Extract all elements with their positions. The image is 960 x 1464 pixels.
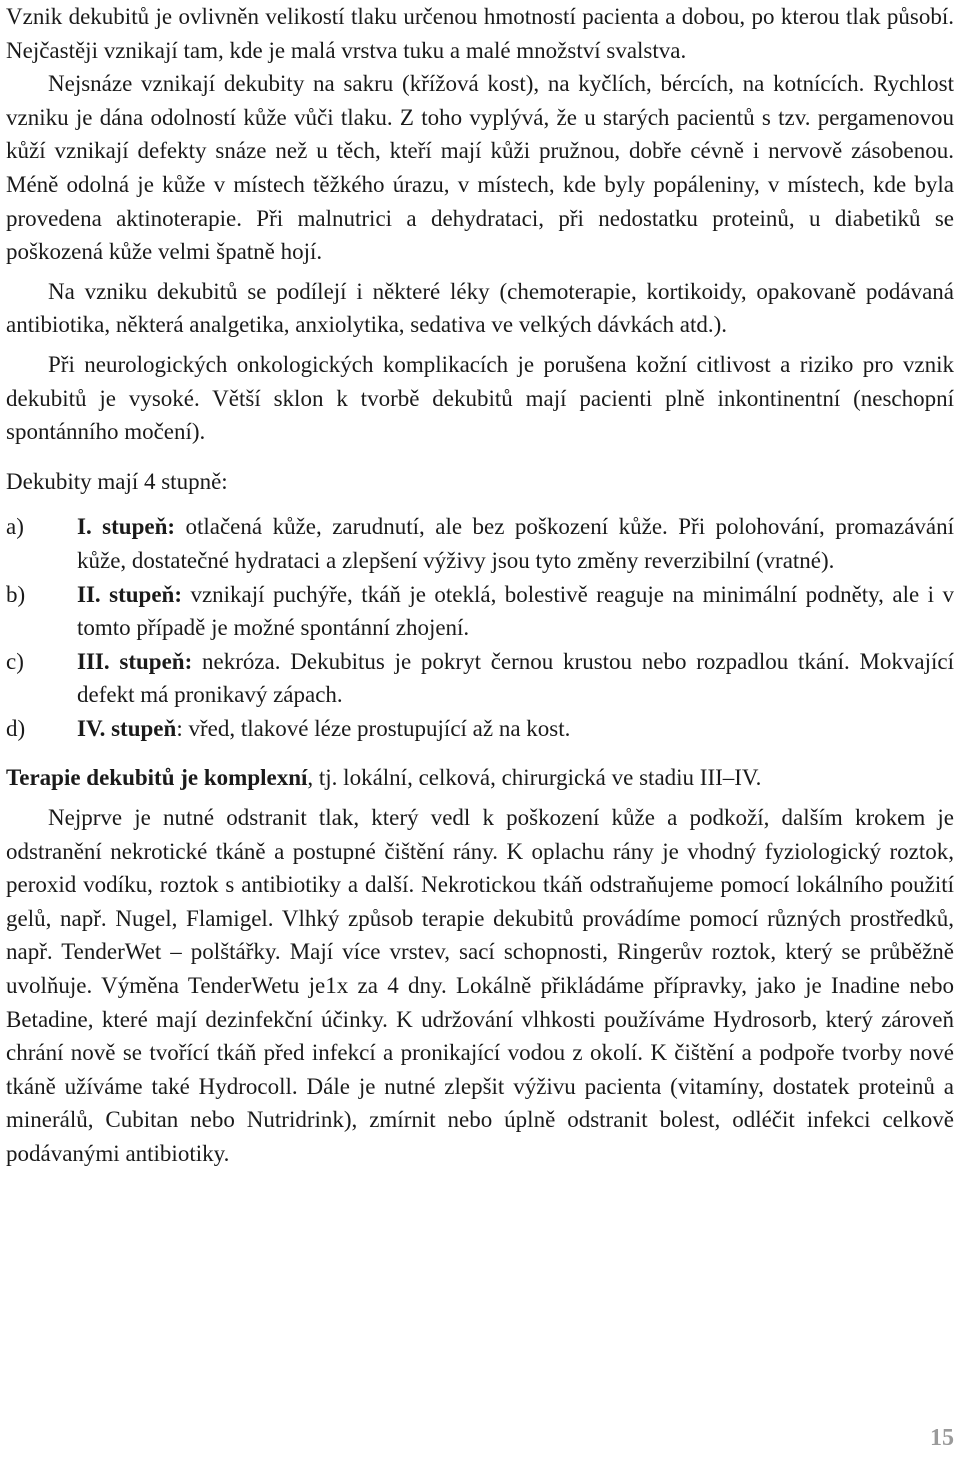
stage-marker: a)	[6, 514, 24, 540]
therapy-title-bold: Terapie dekubitů je komplexní	[6, 765, 308, 791]
stage-item	[6, 510, 954, 577]
stage-label: stupeň:	[109, 581, 182, 607]
page-number: 15	[930, 1425, 954, 1452]
paragraph-therapy: Nejprve je nutné odstranit tlak, který vedl k poškození kůže a podkoží, dalším krokem je odstranění nekrotické tkáně a postupné čištění rány. K oplachu rány je vhodný fyziologický roztok, peroxid vodíku, roztok s antibiotiky a další. Nekrotickou tkáň odstraňujeme pomocí lokálního použití gelů, např. Nugel, Flamigel. Vlhký způsob terapie dekubitů provádíme pomocí různých prostředků, např. TenderWet – polštářky. Mají více vrstev, sací schopnosti, Ringerův roztok, který se průběžně uvolňuje. Výměna TenderWetu je1x za 4 dny. Lokálně přikládáme přípravky, jako je Inadine nebo Betadine, které mají dezinfekční účinky. K udržování vlhkosti používáme Hydrosorb, který zároveň chrání nově se tvořící tkáň před infekcí a pronikající vodou z okolí. K čištění a podpoře tvorby nové tkáně užíváme také Hydrocoll. Dále je nutné zlepšit výživu pacienta (vitamíny, dostatek proteinů a minerálů, Cubitan nebo Nutridrink), zmírnit nebo úplně odstranit bolest, odléčit infekci celkově podávanými antibiotiky.	[6, 805, 954, 1166]
paragraph-locations: Nejsnáze vznikají dekubity na sakru (křížová kost), na kyčlích, bércích, na kotnících. Rychlost vzniku je dána odolností kůže vůči tlaku. Z toho vyplývá, že u starých pacientů s tzv. pergamenovou kůží vznikají defekty snáze než u těch, kteří mají kůži pružnou, dobře cévně i nervově zásobenou. Méně odolná je kůže v místech těžkého úrazu, v místech, kde byly popáleniny, v místech, kde byla provedena aktinoterapie. Při malnutrici a dehydrataci, při nedostatku proteinů, u diabetiků se poškozená kůže velmi špatně hojí.	[6, 71, 954, 265]
stage-item	[6, 712, 954, 746]
stage-item	[6, 578, 954, 645]
stage-text: nekróza. Dekubitus je pokryt černou krustou nebo rozpadlou tkání. Mokvající defekt má pronikavý zápach.	[77, 648, 955, 708]
stage-label: stupeň	[111, 715, 177, 741]
stage-text: vznikají puchýře, tkáň je oteklá, bolestivě reaguje na minimální podněty, ale i v tomto případě je možné spontánní zhojení.	[77, 581, 954, 641]
stage-marker: b)	[6, 581, 26, 607]
paragraph-medications: Na vzniku dekubitů se podílejí i některé léky (chemoterapie, kortikoidy, opakovaně podávaná antibiotika, některá analgetika, anxiolytika, sedativa ve velkých dávkách atd.).	[6, 278, 954, 338]
stages-intro: Dekubity mají 4 stupně:	[6, 468, 228, 494]
paragraph-neurology: Při neurologických onkologických komplikacích je porušena kožní citlivost a riziko pro vznik dekubitů je vysoké. Větší sklon k tvorbě dekubitů mají pacienti plně inkontinentní (neschopní spontánního močení).	[6, 351, 954, 445]
therapy-heading	[6, 761, 954, 795]
stage-item	[6, 645, 954, 712]
stage-text: : vřed, tlakové léze prostupující až na kost.	[176, 715, 571, 741]
stage-roman: I.	[77, 514, 92, 540]
stage-roman: IV.	[77, 715, 106, 741]
paragraph-intro: Vznik dekubitů je ovlivněn velikostí tlaku určenou hmotností pacienta a dobou, po kterou tlak působí. Nejčastěji vznikají tam, kde je malá vrstva tuku a malé množství svalstva.	[6, 4, 954, 63]
stage-marker: d)	[6, 715, 26, 741]
therapy-title-rest: , tj. lokální, celková, chirurgická ve stadiu III–IV.	[307, 765, 762, 791]
stages-list	[6, 510, 954, 745]
stage-roman: III.	[77, 648, 110, 674]
stage-label: stupeň:	[102, 514, 176, 540]
stage-text: otlačená kůže, zarudnutí, ale bez poškození kůže. Při polohování, promazávání kůže, dostatečné hydrataci a zlepšení výživy jsou tyto změny reverzibilní (vratné).	[77, 514, 955, 573]
stage-roman: II.	[77, 581, 101, 607]
stage-marker: c)	[6, 648, 24, 674]
stage-label: stupeň:	[119, 648, 193, 674]
